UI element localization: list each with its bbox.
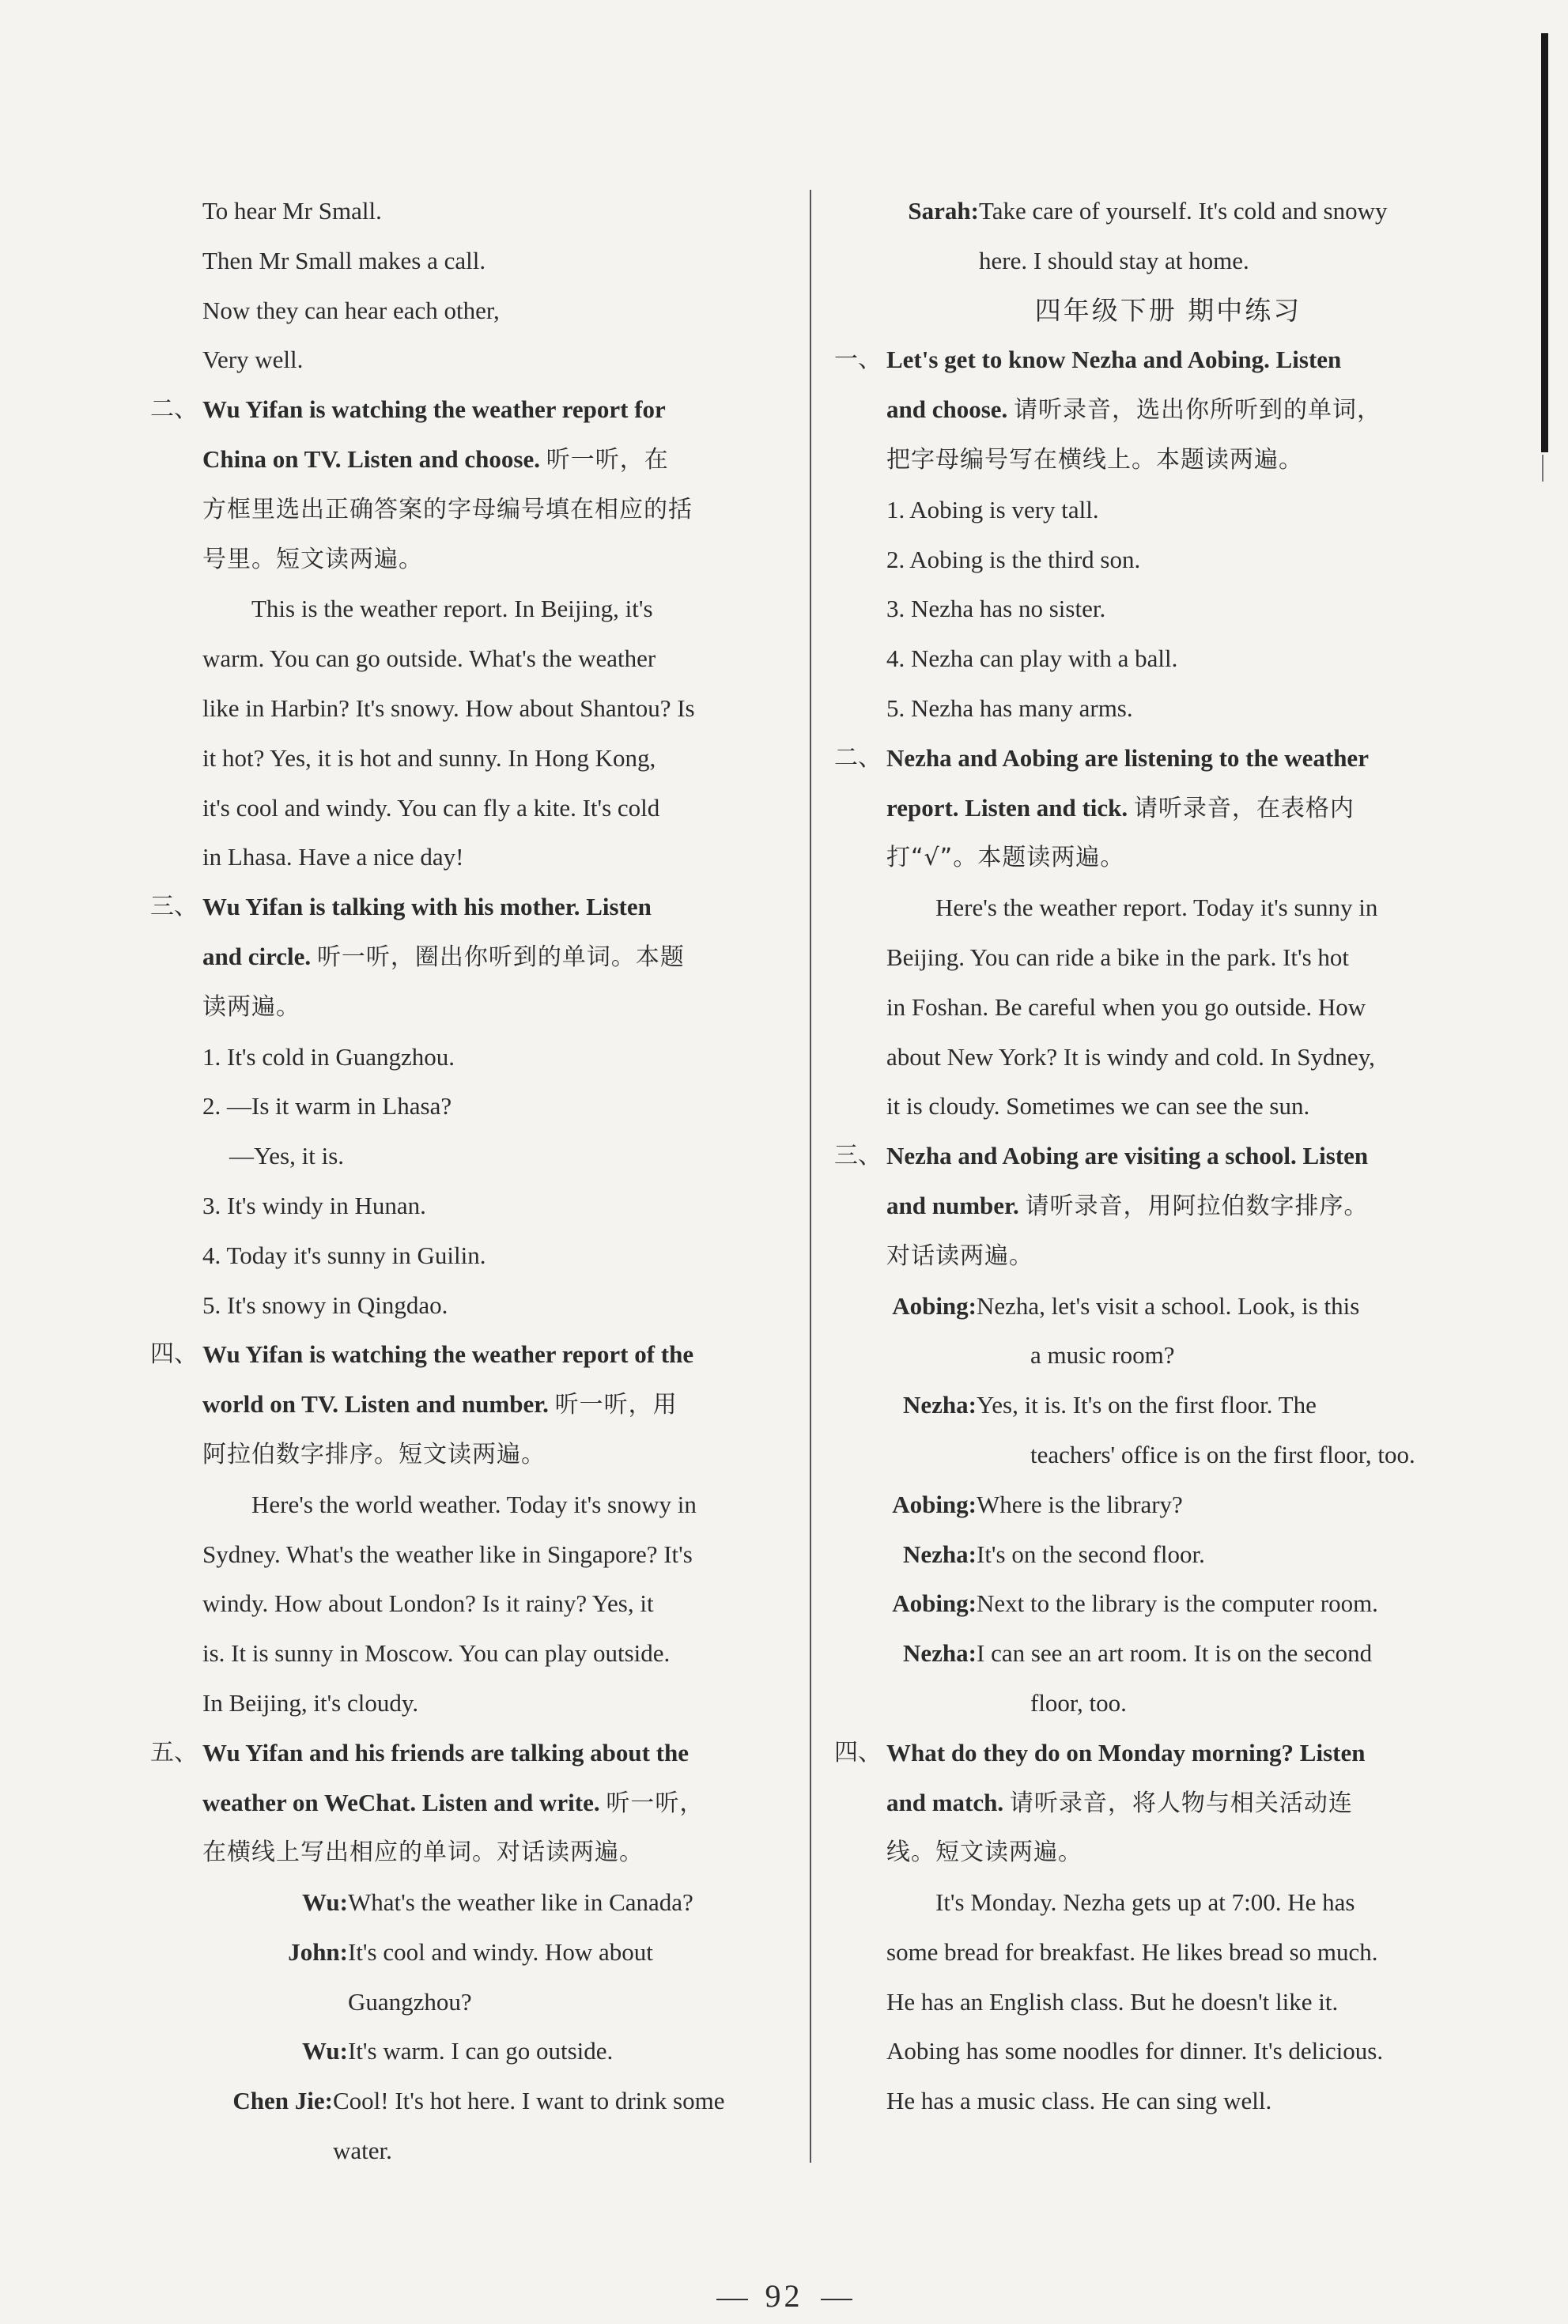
poem-line: To hear Mr Small. <box>202 197 382 225</box>
heading-line: and number. <box>886 1191 1019 1219</box>
list-item: 3. It's windy in Hunan. <box>202 1191 426 1219</box>
section-4-heading <box>150 1330 783 1479</box>
poem-line: Now they can hear each other, <box>202 296 500 324</box>
dialogue-line <box>150 2027 783 2076</box>
passage-line: Sydney. What's the weather like in Singapore? It's <box>202 1540 693 1568</box>
passage-line: about New York? It is windy and cold. In Sydney, <box>886 1042 1375 1071</box>
passage-line: warm. You can go outside. What's the weather <box>202 644 656 673</box>
section-4-passage <box>834 1878 1479 2126</box>
heading-line: and match. <box>886 1788 1004 1816</box>
heading-cn: 打“√”。本题读两遍。 <box>886 844 1125 872</box>
heading-line: Wu Yifan is watching the weather report of the <box>202 1340 694 1369</box>
passage-line: it's cool and windy. You can fly a kite. It's cold <box>202 793 660 822</box>
speaker: John: <box>288 1937 348 1966</box>
passage-line: like in Harbin? It's snowy. How about Shantou? Is <box>202 693 695 722</box>
heading-cn: 听一听，用 <box>554 1391 678 1419</box>
utterance: It's warm. I can go outside. <box>348 2037 614 2065</box>
speaker: Nezha: <box>903 1639 977 1668</box>
page-number-dash <box>716 2299 748 2300</box>
left-column <box>150 187 783 2176</box>
heading-line: What do they do on Monday morning? Listen <box>886 1738 1366 1767</box>
passage-line: He has an English class. But he doesn't like it. <box>886 1987 1339 2016</box>
column-divider <box>810 190 811 2163</box>
heading-cn: 读两遍。 <box>202 992 300 1021</box>
section-3-heading <box>150 882 783 1032</box>
heading-line: weather on WeChat. Listen and write. <box>202 1788 600 1816</box>
page-number-value: 92 <box>765 2278 803 2314</box>
dialogue-line <box>834 187 1479 236</box>
passage-line: in Lhasa. Have a nice day! <box>202 843 464 871</box>
speaker: Sarah: <box>908 197 979 225</box>
dialogue-line <box>150 1928 783 1978</box>
dialogue-line <box>150 1878 783 1928</box>
heading-cn: 听一听，在 <box>546 445 669 474</box>
heading-cn: 对话读两遍。 <box>886 1241 1033 1270</box>
passage-line: it hot? Yes, it is hot and sunny. In Hong Kong, <box>202 743 656 772</box>
list-item: 4. Today it's sunny in Guilin. <box>202 1241 486 1269</box>
passage-line: windy. How about London? Is it rainy? Yes, it <box>202 1589 654 1618</box>
list-item: 1. It's cold in Guangzhou. <box>202 1042 455 1071</box>
page-title: 四年级下册 期中练习 <box>1034 294 1302 326</box>
utterance: Nezha, let's visit a school. Look, is this <box>977 1291 1360 1320</box>
heading-line: China on TV. Listen and choose. <box>202 444 540 473</box>
section-number: 二、 <box>834 743 882 772</box>
passage-line: Here's the world weather. Today it's snowy in <box>251 1490 697 1518</box>
utterance: floor, too. <box>1030 1688 1127 1717</box>
passage-line: some bread for breakfast. He likes bread so much. <box>886 1937 1378 1966</box>
heading-cn: 阿拉伯数字排序。短文读两遍。 <box>202 1440 546 1468</box>
dialogue-line <box>150 1978 783 2027</box>
heading-line: Nezha and Aobing are visiting a school. Listen <box>886 1142 1369 1170</box>
utterance: It's on the second floor. <box>977 1540 1205 1568</box>
speaker: Aobing: <box>892 1490 977 1518</box>
heading-line: Wu Yifan and his friends are talking about the <box>202 1738 689 1767</box>
section-number: 一、 <box>834 346 882 374</box>
heading-line: world on TV. Listen and number. <box>202 1390 549 1419</box>
passage-line: Here's the weather report. Today it's sunny in <box>935 894 1378 922</box>
list-item: 2. —Is it warm in Lhasa? <box>202 1092 452 1120</box>
utterance: Where is the library? <box>977 1490 1183 1518</box>
passage-line: it is cloudy. Sometimes we can see the sun. <box>886 1092 1310 1120</box>
dialogue-line <box>202 2126 783 2176</box>
heading-cn: 方框里选出正确答案的字母编号填在相应的括 <box>202 495 693 523</box>
speaker: Aobing: <box>892 1589 977 1618</box>
dialogue-line <box>202 2076 783 2126</box>
binding-edge-mark <box>1542 455 1543 482</box>
dialogue-line <box>834 236 1479 286</box>
list-item: 2. Aobing is the third son. <box>886 545 1141 573</box>
section-number: 四、 <box>834 1738 882 1767</box>
section-5-heading <box>150 1729 783 1878</box>
heading-line: Nezha and Aobing are listening to the weather <box>886 743 1369 772</box>
utterance: a music room? <box>1030 1341 1175 1370</box>
heading-cn: 听一听，圈出你听到的单词。本题 <box>316 943 685 971</box>
section-2-heading <box>834 734 1479 883</box>
passage-line: in Foshan. Be careful when you go outside. How <box>886 992 1366 1021</box>
section-number: 二、 <box>150 395 198 424</box>
list-item: 5. Nezha has many arms. <box>886 693 1133 722</box>
passage-line: Aobing has some noodles for dinner. It's delicious. <box>886 2037 1384 2065</box>
section-number: 三、 <box>150 893 198 921</box>
speaker: Wu: <box>301 2037 348 2065</box>
list-item: 3. Nezha has no sister. <box>886 595 1106 623</box>
passage-line: He has a music class. He can sing well. <box>886 2087 1272 2115</box>
section-4-heading <box>834 1729 1479 1878</box>
dialogue-line <box>834 1480 1479 1530</box>
dialogue-line <box>834 1679 1479 1729</box>
page-number-dash <box>821 2299 852 2300</box>
utterance: It's cool and windy. How about <box>348 1937 653 1966</box>
heading-cn: 在横线上写出相应的单词。对话读两遍。 <box>202 1838 644 1867</box>
passage-line: It's Monday. Nezha gets up at 7:00. He has <box>935 1888 1355 1917</box>
heading-line: and circle. <box>202 942 312 970</box>
speaker: Nezha: <box>903 1391 977 1419</box>
dialogue-line <box>834 1579 1479 1629</box>
dialogue-line <box>834 1629 1479 1679</box>
list-item: 1. Aobing is very tall. <box>886 495 1099 523</box>
section-number: 三、 <box>834 1142 882 1170</box>
binding-edge-bar <box>1541 33 1548 452</box>
dialogue-line <box>834 1282 1479 1332</box>
heading-cn: 请听录音，选出你所听到的单词， <box>1014 396 1382 425</box>
section-2-passage <box>834 883 1479 1132</box>
dialogue-line <box>834 1331 1479 1381</box>
utterance: here. I should stay at home. <box>979 246 1249 274</box>
right-column <box>834 187 1479 2126</box>
heading-line: report. Listen and tick. <box>886 793 1128 822</box>
poem-line: Then Mr Small makes a call. <box>202 246 486 274</box>
heading-line: and choose. <box>886 395 1008 424</box>
heading-cn: 把字母编号写在横线上。本题读两遍。 <box>886 445 1303 474</box>
passage-line: is. It is sunny in Moscow. You can play outside. <box>202 1639 671 1668</box>
utterance: Guangzhou? <box>348 1987 472 2016</box>
heading-line: Let's get to know Nezha and Aobing. Listen <box>886 346 1342 374</box>
passage-line: Beijing. You can ride a bike in the park. It's hot <box>886 943 1350 971</box>
dialogue-line <box>834 1530 1479 1580</box>
section-number: 四、 <box>150 1340 198 1369</box>
section-2-passage <box>150 584 783 882</box>
speaker: Wu: <box>301 1888 348 1917</box>
section-3-heading <box>834 1132 1479 1281</box>
heading-cn: 听一听， <box>606 1789 705 1817</box>
heading-cn: 号里。短文读两遍。 <box>202 545 423 573</box>
heading-cn: 请听录音，在表格内 <box>1133 794 1355 822</box>
dialogue-line <box>834 1430 1479 1480</box>
utterance: water. <box>333 2137 392 2165</box>
speaker: Chen Jie: <box>232 2087 333 2115</box>
section-1-heading <box>834 335 1479 485</box>
list-item: 5. It's snowy in Qingdao. <box>202 1290 448 1319</box>
utterance: teachers' office is on the first floor, too. <box>1030 1440 1415 1468</box>
utterance: What's the weather like in Canada? <box>348 1888 693 1917</box>
passage-line: In Beijing, it's cloudy. <box>202 1688 419 1717</box>
utterance: Cool! It's hot here. I want to drink some <box>333 2087 725 2115</box>
heading-line: Wu Yifan is watching the weather report for <box>202 395 666 424</box>
passage-line: This is the weather report. In Beijing, it's <box>251 595 653 623</box>
speaker: Aobing: <box>892 1291 977 1320</box>
section-2-heading <box>150 385 783 584</box>
heading-line: Wu Yifan is talking with his mother. Listen <box>202 893 652 921</box>
utterance: I can see an art room. It is on the second <box>977 1639 1373 1668</box>
heading-cn: 线。短文读两遍。 <box>886 1838 1082 1867</box>
dialogue-line <box>834 1381 1479 1430</box>
poem-line: Very well. <box>202 346 304 374</box>
section-number: 五、 <box>150 1738 198 1767</box>
section-4-passage <box>150 1480 783 1729</box>
heading-cn: 请听录音，将人物与相关活动连 <box>1009 1789 1353 1817</box>
utterance: Take care of yourself. It's cold and snowy <box>979 197 1388 225</box>
list-item: 4. Nezha can play with a ball. <box>886 644 1178 673</box>
list-item: —Yes, it is. <box>229 1142 345 1170</box>
speaker: Nezha: <box>903 1540 977 1568</box>
page-number <box>0 2277 1568 2315</box>
utterance: Next to the library is the computer room. <box>977 1589 1378 1618</box>
utterance: Yes, it is. It's on the first floor. The <box>977 1391 1317 1419</box>
heading-cn: 请听录音，用阿拉伯数字排序。 <box>1025 1192 1369 1220</box>
